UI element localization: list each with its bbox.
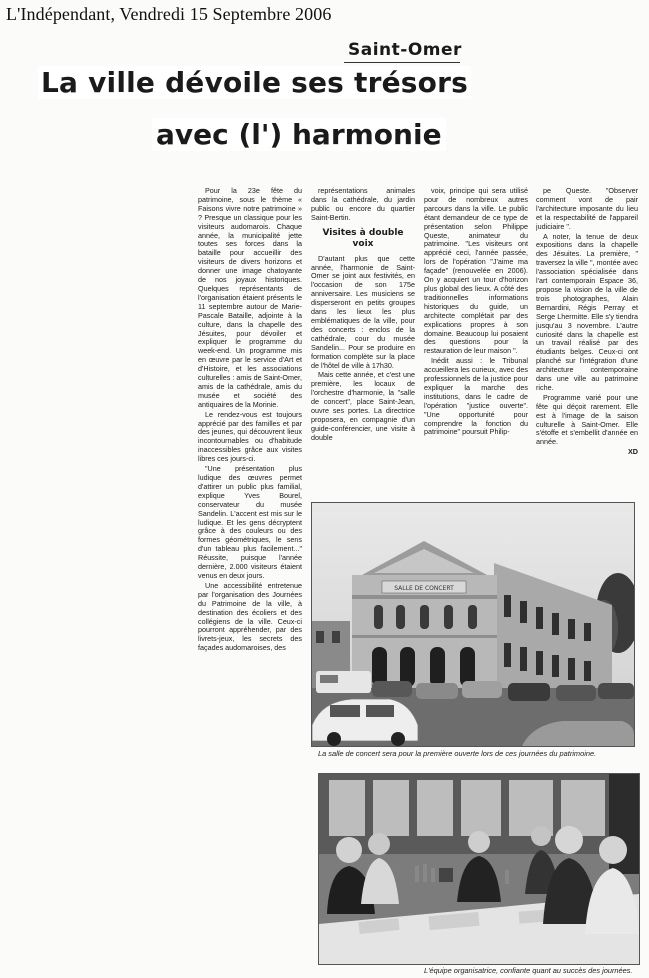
- photo-2-caption: L'équipe organisatrice, confiante quant au succès des journées.: [424, 966, 633, 975]
- col2-para-2: D'autant plus que cette année, l'harmonie de Saint-Omer se joint aux festivités, en l'occasion de son 175e anniversaire. Les musiciens se disperseront en petits groupes dans les lieux les plus emblématiques de la ville, pour des concerts : enclos de la cathédrale, cour du musée Sandelin... Pour se produire en formation complète sur la place de l'hôtel de ville à 17h30.: [311, 253, 415, 370]
- photo-1-caption: La salle de concert sera pour la première ouverte lors de ces journées du patrimoine.: [318, 749, 597, 758]
- subheading: Visites à double voix: [322, 227, 404, 249]
- publication-line: L'Indépendant, Vendredi 15 Septembre 2006: [6, 4, 332, 24]
- col2-para-1: représentations animales dans la cathédrale, du jardin public ou encore du quartier Saint-Bertin.: [311, 187, 415, 222]
- headline-line-1: La ville dévoile ses trésors: [38, 66, 471, 99]
- article-column-3: [424, 187, 528, 499]
- section-rule: [344, 62, 460, 63]
- organizing-team-image: [319, 774, 639, 964]
- article-column-4: [536, 187, 638, 499]
- col3-para-1: voix, principe qui sera utilisé pour de nombreux autres parcours dans la ville. Le public étant demandeur de ce type de présentation selon Philippe Queste, animateur du patrimoine. "Les visiteurs ont apprécié ceci, l'année passée, lors de l'opération "J'aime ma façade" (renouvelée en 2006). On y acquiert un tour d'horizon plus global des lieux. A côté des traditionnelles informations historiques du guide, un architecte complétait par des explications propres à son domaine. Beaucoup lui posaient des questions pour la restauration de leur maison ".: [424, 187, 528, 356]
- photo-organizing-team: [318, 773, 640, 965]
- col1-para-1: Pour la 23e fête du patrimoine, sous le thème « Faisons vivre notre patrimoine » ? Presque un classique pour les visiteurs audomarois. Chaque année, la municipalité jette toutes ses forces dans la bataille pour accueillir des visiteurs de divers horizons et donner une image chatoyante de nos joyaux historiques. Quelques représentants de l'organisation étaient présents le 11 septembre autour de Marie-Pascale Bataille, adjointe à la culture, dans la chapelle des Jésuites, pour dévoiler et expliquer le programme du week-end. Un programme mis en œuvre par le service d'Art et d'Histoire, et les associations culturelles : amis de Saint-Omer, amis de la cathédrale, amis du musée et société des antiquaires de la Morinie.: [198, 187, 302, 409]
- building-sign-text: SALLE DE CONCERT: [394, 585, 454, 592]
- headline-line-2: avec (l') harmonie: [152, 118, 446, 151]
- col1-para-4: Une accessibilité entretenue par l'organisation des Journées du Patrimoine de la ville, à destination des écoliers et des collégiens de la ville. Ceux-ci pourront appréhender, par des livrets-jeux, les secrets des façades audomaroises, des: [198, 580, 302, 653]
- col3-para-2: Inédit aussi : le Tribunal accueillera les curieux, avec des professionnels de la justice pour expliquer la marche des institutions, dans le cadre de l'opération "justice ouverte". "Une opportunité pour comprendre la fonction du patrimoine" poursuit Philip-: [424, 356, 528, 437]
- col4-para-3: Programme varié pour une fête qui déçoit rarement. Elle est à l'image de la saison culturelle à Saint-Omer. Elle s'étoffe et s'embellit d'année en année.: [536, 392, 638, 447]
- col1-para-2: Le rendez-vous est toujours apprécié par des familles et par des jeunes, qui découvrent lieux incontournables ou d'habitude inaccessibles grâce aux visites libres ces jours-ci.: [198, 409, 302, 464]
- col1-para-3: "Une présentation plus ludique des œuvres permet d'attirer un public plus familial, explique Yves Bourel, conservateur du musée Sandelin. L'accent est mis sur le ludique. Et les gens décryptent grâce à des couleurs ou des formes géométriques, le sens d'un tableau plus facilement..." Réussite, puisque l'année dernière, 2.000 visiteurs étaient venus en deux jours.: [198, 464, 302, 580]
- concert-hall-image: [312, 503, 634, 746]
- article-column-1: [198, 187, 302, 757]
- article-column-2: [311, 187, 415, 499]
- photo-concert-hall: [311, 502, 635, 747]
- author-signature: XD: [628, 447, 638, 457]
- col4-para-2: A noter, la tenue de deux expositions dans la chapelle des Jésuites. La première, " traversez la ville ", montée avec l'association spécialisée dans l'art contemporain Espace 36, propose la vision de la ville de trois photographes, Alain Bernardini, Régis Perray et Serge Lhermitte. Elle s'y tiendra jusqu'au 3 novembre. L'autre curiosité dans la chapelle est un travail réalisé par des étudiants belges. Ceux-ci ont planché sur l'intégration d'une architecture contemporaine dans une ville au patrimoine riche.: [536, 231, 638, 392]
- col2-para-3: Mais cette année, et c'est une première, les locaux de l'orchestre d'harmonie, la "salle de concert", place Saint-Jean, ouvre ses portes. La directrice proposera, en compagnie d'un guide-conférencier, une visite à double: [311, 370, 415, 442]
- section-label: Saint-Omer: [348, 40, 462, 60]
- col4-para-1: pe Queste. "Observer comment vont de pair l'architecture imposante du lieu et la respectabilité de l'appareil judiciaire ".: [536, 187, 638, 231]
